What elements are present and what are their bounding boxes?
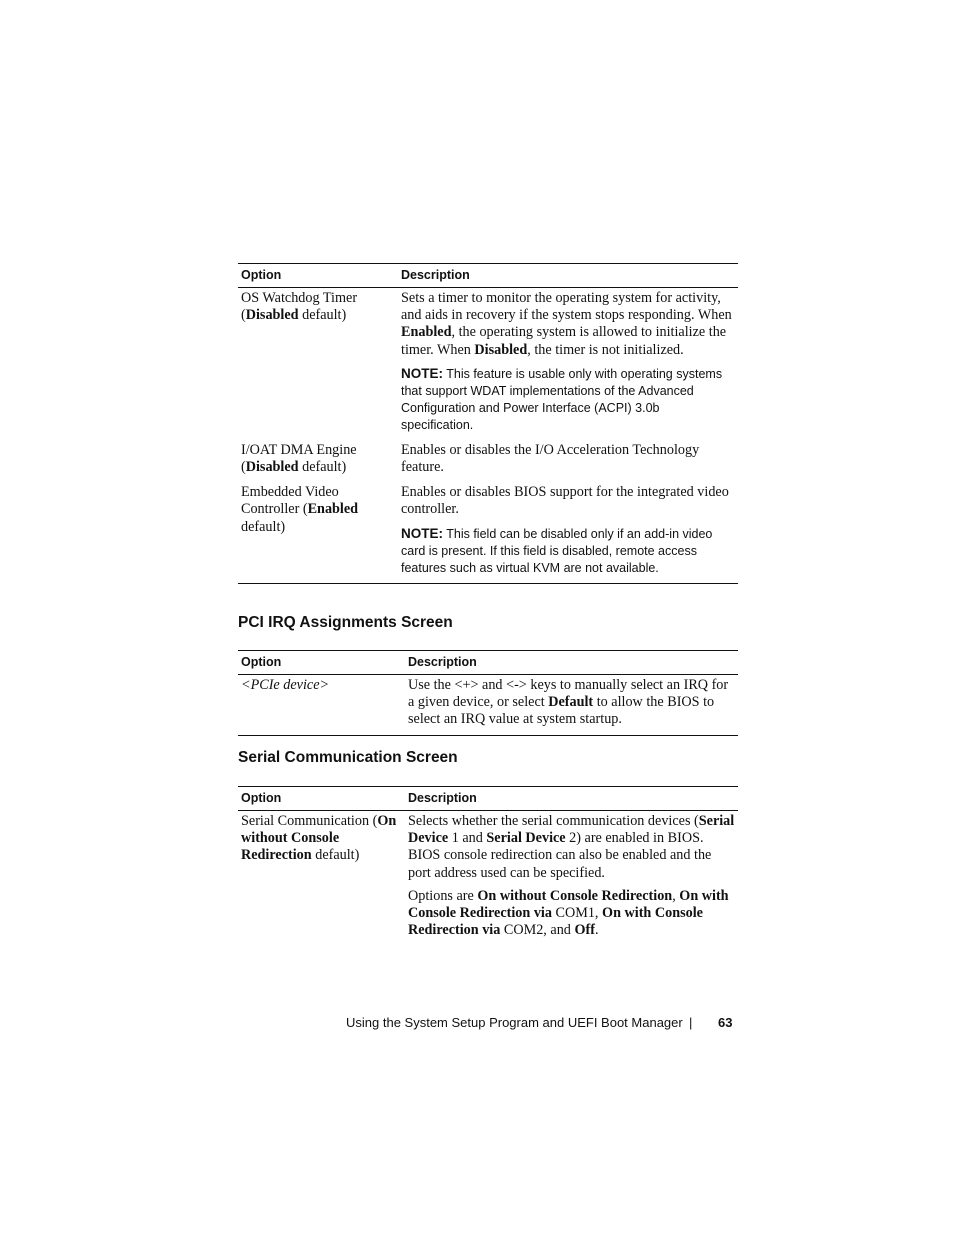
option-cell: OS Watchdog Timer (Disabled default)	[241, 290, 358, 324]
running-footer: Using the System Setup Program and UEFI Boot Manager	[346, 1015, 683, 1030]
description-column-header: Description	[405, 787, 738, 811]
description-cell: Enables or disables BIOS support for the integrated video controller. NOTE: This field can be disabled only if an add-in video card is present. If this field is disabled, remote access features such as virtual KVM are not available.	[398, 482, 738, 583]
option-column-header: Option	[238, 787, 405, 811]
options-table-3	[238, 786, 738, 945]
option-cell: Embedded Video Controller (Enabled default)	[238, 482, 398, 583]
option-cell: <PCIe device>	[238, 675, 405, 736]
section-heading: Serial Communication Screen	[238, 749, 458, 766]
description-column-header: Description	[398, 264, 738, 288]
page-number: 63	[718, 1015, 733, 1030]
footer-separator: |	[689, 1015, 693, 1030]
note: NOTE: This field can be disabled only if an add-in video card is present. If this field is disabled, remote access features such as virtual KVM are not available.	[401, 525, 713, 575]
description-cell: Selects whether the serial communication devices (Serial Device 1 and Serial Device 2) are enabled in BIOS. BIOS console redirection can also be enabled and the port address used can be specified. Options are On without Console Redirection, On with Console Redirection via COM1, On with Console Redirection via COM2, and Off.	[408, 813, 735, 939]
section-heading: PCI IRQ Assignments Screen	[238, 614, 453, 631]
description-column-header: Description	[405, 651, 738, 675]
note: NOTE: This feature is usable only with operating systems that support WDAT implementations of the Advanced Configuration and Power Interface (ACPI) 3.0b specification.	[401, 365, 723, 432]
options-table-2	[238, 650, 738, 736]
option-cell: I/OAT DMA Engine (Disabled default)	[241, 441, 357, 476]
option-cell: Serial Communication (On without Console Redirection default)	[241, 813, 397, 864]
description-cell: Use the <+> and <-> keys to manually select an IRQ for a given device, or select Default to allow the BIOS to select an IRQ value at system startup.	[405, 675, 738, 736]
table-row	[238, 440, 738, 482]
option-column-header: Option	[238, 264, 398, 288]
description-cell: Sets a timer to monitor the operating system for activity, and aids in recovery if the system stops responding. When Enabled, the operating system is allowed to initialize the timer. When Disabled, the timer is not initialized. NOTE: This feature is usable only with operating systems that support WDAT implementations of the Advanced Configuration and Power Interface (ACPI) 3.0b specification.	[398, 288, 738, 440]
options-table-1	[238, 263, 738, 584]
table-row	[238, 811, 738, 946]
table-row	[238, 675, 738, 736]
table-row	[238, 288, 738, 440]
description-cell: Enables or disables the I/O Acceleration Technology feature.	[401, 441, 700, 476]
table-row	[238, 482, 738, 583]
option-column-header: Option	[238, 651, 405, 675]
